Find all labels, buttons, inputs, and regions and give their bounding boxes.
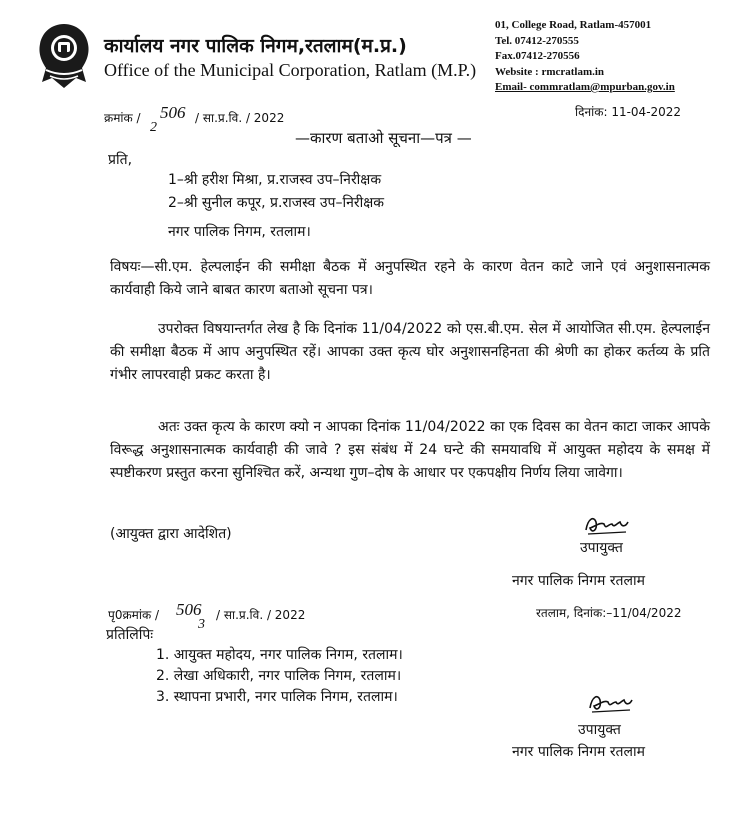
signature-1-office: नगर पालिक निगम रतलाम bbox=[512, 573, 646, 589]
header-website: Website : rmcratlam.in bbox=[495, 65, 605, 78]
ref-suffix: / सा.प्र.वि. / 2022 bbox=[195, 111, 285, 125]
letter-title: —कारण बताओ सूचना—पत्र — bbox=[295, 129, 472, 147]
recipient-2: 2–श्री सुनील कपूर, प्र.राजस्व उप–निरीक्षक bbox=[168, 195, 385, 211]
municipal-emblem-logo bbox=[32, 20, 96, 92]
header-fax: Fax.07412-270556 bbox=[495, 50, 580, 62]
signature-2-office: नगर पालिक निगम रतलाम bbox=[512, 744, 646, 760]
ref2-sub: 3 bbox=[198, 617, 205, 632]
ref-number: 506 bbox=[160, 103, 186, 122]
signature-2 bbox=[586, 690, 636, 716]
paragraph-2: अतः उक्त कृत्य के कारण क्यो न आपका दिनांक 11/04/2022 का एक दिवस का वेतन काटा जाकर आपके विरूद्ध अनुशासनात्मक कार्यवाही की जावे ? इस संबंध में 24 घन्टे की समयावधि में आयुक्त महोदय के समक्ष में स्पष्टीकरण प्रस्तुत करना सुनिश्चित करें, अन्यथा गुण–दोष के आधार पर एकपक्षीय निर्णय लिया जावेगा। bbox=[110, 419, 710, 481]
header-email: Email- commratlam@mpurban.gov.in bbox=[495, 81, 675, 93]
ref-date: दिनांक: 11-04-2022 bbox=[575, 105, 682, 119]
signature-1-designation: उपायुक्त bbox=[580, 540, 623, 556]
header-hindi-title: कार्यालय नगर पालिक निगम,रतलाम(म.प्र.) bbox=[104, 35, 407, 57]
recipient-office: नगर पालिक निगम, रतलाम। bbox=[168, 224, 311, 240]
header-tel: Tel. 07412-270555 bbox=[495, 34, 579, 47]
subject: विषयः—सी.एम. हेल्पलाईन की समीक्षा बैठक में अनुपस्थित रहने के कारण वेतन काटे जाने एवं अनुशासनात्मक कार्यवाही किये जाने बाबत कारण बताओ सूचना पत्र। bbox=[110, 259, 710, 298]
signature-1 bbox=[582, 512, 632, 538]
header-english-title: Office of the Municipal Corporation, Ratlam (M.P.) bbox=[104, 60, 477, 80]
recipient-1: 1–श्री हरीश मिश्रा, प्र.राजस्व उप–निरीक्षक bbox=[168, 172, 382, 188]
ref2-number: 506 bbox=[176, 600, 202, 619]
ref-prefix: क्रमांक / bbox=[104, 111, 141, 125]
ordered-by: (आयुक्त द्वारा आदेशित) bbox=[110, 526, 232, 542]
header-address: 01, College Road, Ratlam-457001 bbox=[495, 19, 652, 31]
to-label: प्रति, bbox=[108, 152, 133, 168]
copy-item-3: 3. स्थापना प्रभारी, नगर पालिक निगम, रतलाम। bbox=[156, 689, 398, 705]
copy-item-2: 2. लेखा अधिकारी, नगर पालिक निगम, रतलाम। bbox=[156, 668, 402, 684]
copy-label: प्रतिलिपिः bbox=[106, 627, 154, 643]
signature-2-designation: उपायुक्त bbox=[578, 722, 621, 738]
ref2-suffix: / सा.प्र.वि. / 2022 bbox=[216, 608, 306, 622]
ref2-prefix: पृ0क्रमांक / bbox=[108, 608, 160, 622]
ref-sub: 2 bbox=[150, 120, 157, 135]
paragraph-1: उपरोक्त विषयान्तर्गत लेख है कि दिनांक 11/04/2022 को एस.बी.एम. सेल में आयोजित सी.एम. हेल्पलाईन की समीक्षा बैठक में आप अनुपस्थित रहें। आपका उक्त कृत्य घोर अनुशासनहिनता की श्रेणी का होकर कर्तव्य के प्रति गंभीर लापरवाही प्रकट करता है। bbox=[110, 321, 710, 383]
header-contact-block bbox=[495, 18, 745, 96]
ref2-date: रतलाम, दिनांक:–11/04/2022 bbox=[536, 606, 682, 620]
copy-item-1: 1. आयुक्त महोदय, नगर पालिक निगम, रतलाम। bbox=[156, 647, 403, 663]
